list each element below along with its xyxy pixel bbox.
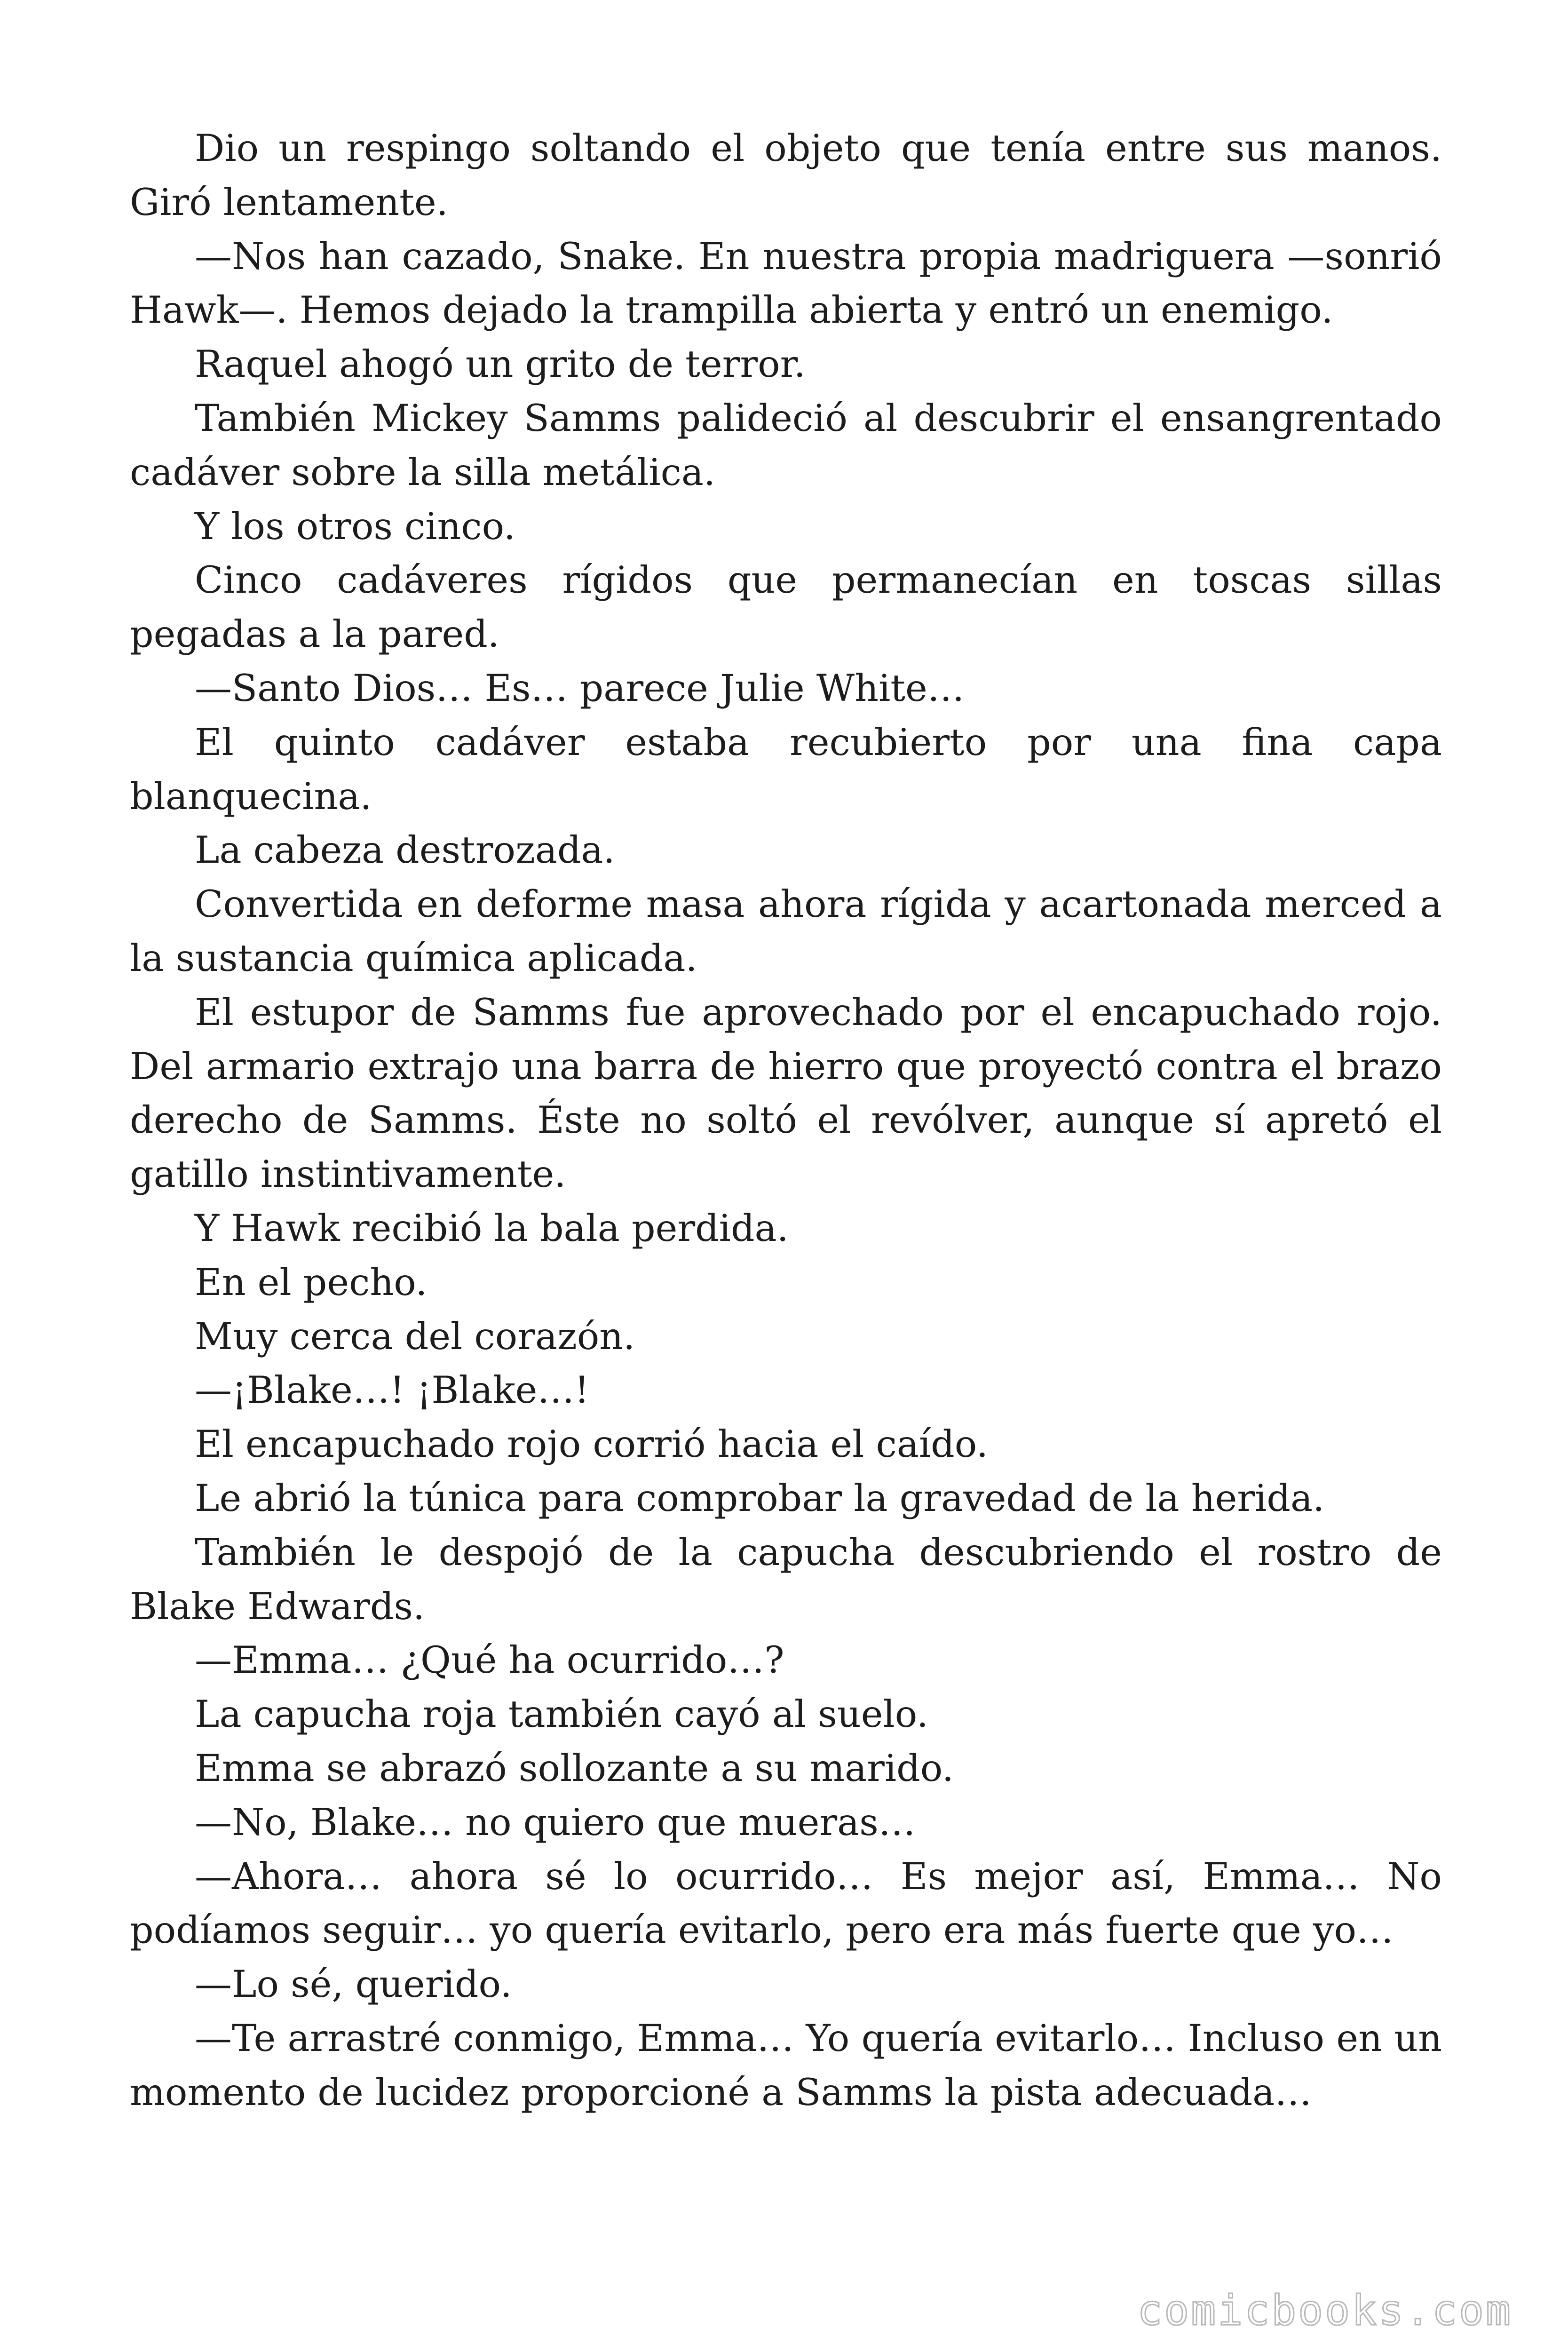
paragraph: También Mickey Samms palideció al descubrir el ensangrentado cadáver sobre la silla metálica. [130,396,1442,494]
paragraph: Muy cerca del corazón. [195,1314,635,1358]
paragraph: —Lo sé, querido. [195,1963,512,2006]
paragraph: El encapuchado rojo corrió hacia el caído. [195,1422,989,1466]
paragraph: Y Hawk recibió la bala perdida. [195,1206,789,1250]
paragraph: —No, Blake… no quiero que mueras… [195,1800,916,1844]
paragraph: También le despojó de la capucha descubriendo el rostro de Blake Edwards. [130,1530,1442,1628]
paragraph: La capucha roja también cayó al suelo. [195,1692,929,1736]
paragraph: En el pecho. [195,1260,428,1304]
paragraph: Le abrió la túnica para comprobar la gravedad de la herida. [195,1476,1325,1520]
paragraph: La cabeza destrozada. [195,828,615,872]
paragraph: Convertida en deforme masa ahora rígida y acartonada merced a la sustancia química aplicada. [130,882,1442,980]
paragraph: —Santo Dios… Es… parece Julie White… [195,666,965,710]
paragraph: —¡Blake…! ¡Blake…! [195,1368,590,1412]
paragraph: —Nos han cazado, Snake. En nuestra propia madriguera —sonrió Hawk—. Hemos dejado la trampilla abierta y entró un enemigo. [130,234,1442,332]
paragraph: El estupor de Samms fue aprovechado por el encapuchado rojo. Del armario extrajo una barra de hierro que proyectó contra el brazo derecho de Samms. Éste no soltó el revólver, aunque sí apretó el gatillo instintivamente. [130,990,1442,1196]
paragraph: Dio un respingo soltando el objeto que tenía entre sus manos. Giró lentamente. [130,127,1442,224]
paragraph: Y los otros cinco. [195,504,515,548]
paragraph: —Te arrastré conmigo, Emma… Yo quería evitarlo… Incluso en un momento de lucidez proporcioné a Samms la pista adecuada… [130,2016,1442,2114]
paragraph: Emma se abrazó sollozante a su marido. [195,1746,954,1790]
site-watermark: comicbooks.com [1137,2286,1513,2335]
paragraph: El quinto cadáver estaba recubierto por una fina capa blanquecina. [130,720,1442,818]
paragraph: Cinco cadáveres rígidos que permanecían en toscas sillas pegadas a la pared. [130,558,1442,656]
page-text [130,121,1442,2119]
paragraph: —Ahora… ahora sé lo ocurrido… Es mejor así, Emma… No podíamos seguir… yo quería evitarlo, pero era más fuerte que yo… [130,1854,1442,1952]
paragraph: Raquel ahogó un grito de terror. [195,342,806,386]
paragraph: —Emma… ¿Qué ha ocurrido…? [195,1638,784,1682]
